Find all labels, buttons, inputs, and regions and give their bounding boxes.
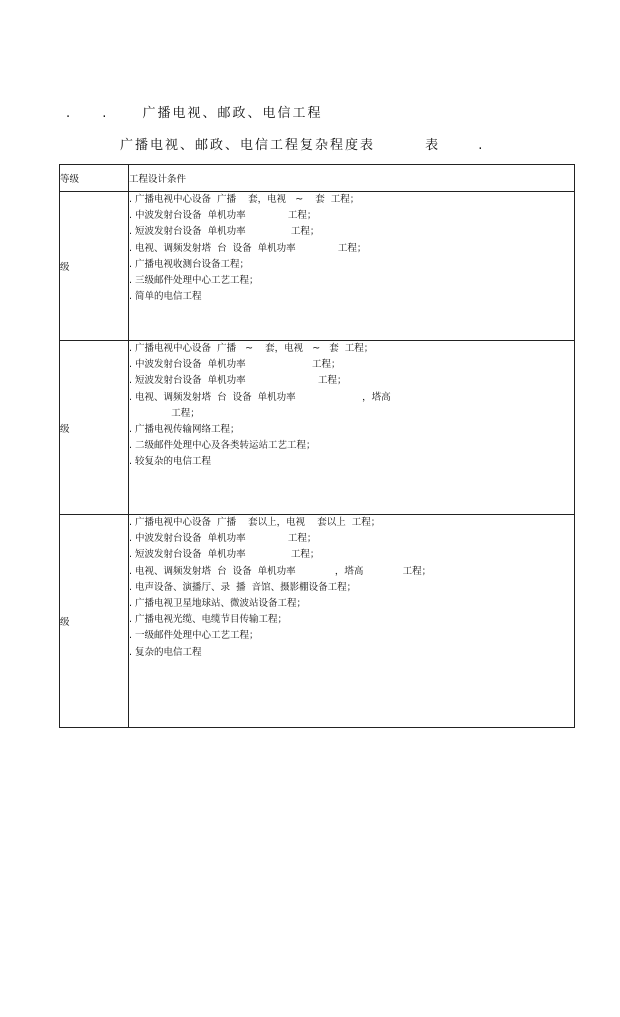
table-row bbox=[60, 515, 575, 728]
table-title-suffix: 表 . bbox=[425, 138, 501, 153]
grade-cell: 级 bbox=[60, 192, 129, 341]
condition-line: . 短波发射台设备 单机功率 工程； bbox=[129, 549, 320, 561]
table-header-row bbox=[60, 165, 575, 192]
conditions-cell bbox=[129, 192, 575, 341]
condition-line: . 广播电视光缆、电缆节目传输工程； bbox=[129, 614, 288, 626]
condition-line: . 广播电视收测台设备工程； bbox=[129, 258, 250, 270]
condition-line: . 中波发射台设备 单机功率 工程； bbox=[129, 533, 317, 545]
section-number-dots: . . bbox=[66, 106, 121, 121]
condition-line: . 三级邮件处理中心工艺工程； bbox=[129, 275, 259, 287]
condition-line: . 广播电视卫星地球站、微波站设备工程； bbox=[129, 598, 307, 610]
table-row bbox=[60, 341, 575, 515]
condition-line: . 简单的电信工程 bbox=[129, 291, 202, 303]
section-heading bbox=[66, 102, 323, 121]
condition-line: . 中波发射台设备 单机功率 工程； bbox=[129, 359, 341, 371]
condition-line: . 较复杂的电信工程 bbox=[129, 456, 212, 468]
condition-line: . 电视、调频发射塔 台 设备 单机功率 ，塔高 工程； bbox=[129, 565, 432, 577]
condition-line: . 广播电视中心设备 广播 ~ 套，电视 ~ 套 工程； bbox=[129, 343, 374, 354]
condition-line: . 复杂的电信工程 bbox=[129, 646, 202, 658]
table-title bbox=[120, 134, 500, 153]
header-grade: 等级 bbox=[60, 165, 129, 192]
conditions-cell bbox=[129, 515, 575, 728]
header-conditions: 工程设计条件 bbox=[129, 165, 575, 192]
condition-line: . 短波发射台设备 单机功率 工程； bbox=[129, 226, 320, 238]
condition-line: 工程； bbox=[129, 407, 200, 419]
grade-cell: 级 bbox=[60, 515, 129, 728]
condition-line: . 电视、调频发射塔 台 设备 单机功率 ，塔高 bbox=[129, 391, 391, 403]
condition-line: . 一级邮件处理中心工艺工程； bbox=[129, 630, 259, 642]
conditions-cell bbox=[129, 341, 575, 515]
condition-line: . 中波发射台设备 单机功率 工程； bbox=[129, 210, 317, 222]
condition-line: . 电声设备、演播厅、录 播 音馆、摄影棚设备工程； bbox=[129, 581, 357, 593]
condition-line: . 广播电视中心设备 广播 套，电视 ~ 套 工程； bbox=[129, 194, 360, 205]
condition-line: . 广播电视中心设备 广播 套以上，电视 套以上 工程； bbox=[129, 517, 381, 528]
table-row bbox=[60, 192, 575, 341]
condition-line: . 短波发射台设备 单机功率 工程； bbox=[129, 375, 347, 387]
condition-line: . 电视、调频发射塔 台 设备 单机功率 工程； bbox=[129, 242, 367, 254]
complexity-table bbox=[59, 164, 575, 728]
table-title-text: 广播电视、邮政、电信工程复杂程度表 bbox=[120, 138, 376, 153]
condition-line: . 广播电视传输网络工程； bbox=[129, 424, 240, 436]
condition-line: . 二级邮件处理中心及各类转运站工艺工程； bbox=[129, 440, 316, 452]
section-heading-text: 广播电视、邮政、电信工程 bbox=[142, 106, 323, 121]
grade-cell: 级 bbox=[60, 341, 129, 515]
